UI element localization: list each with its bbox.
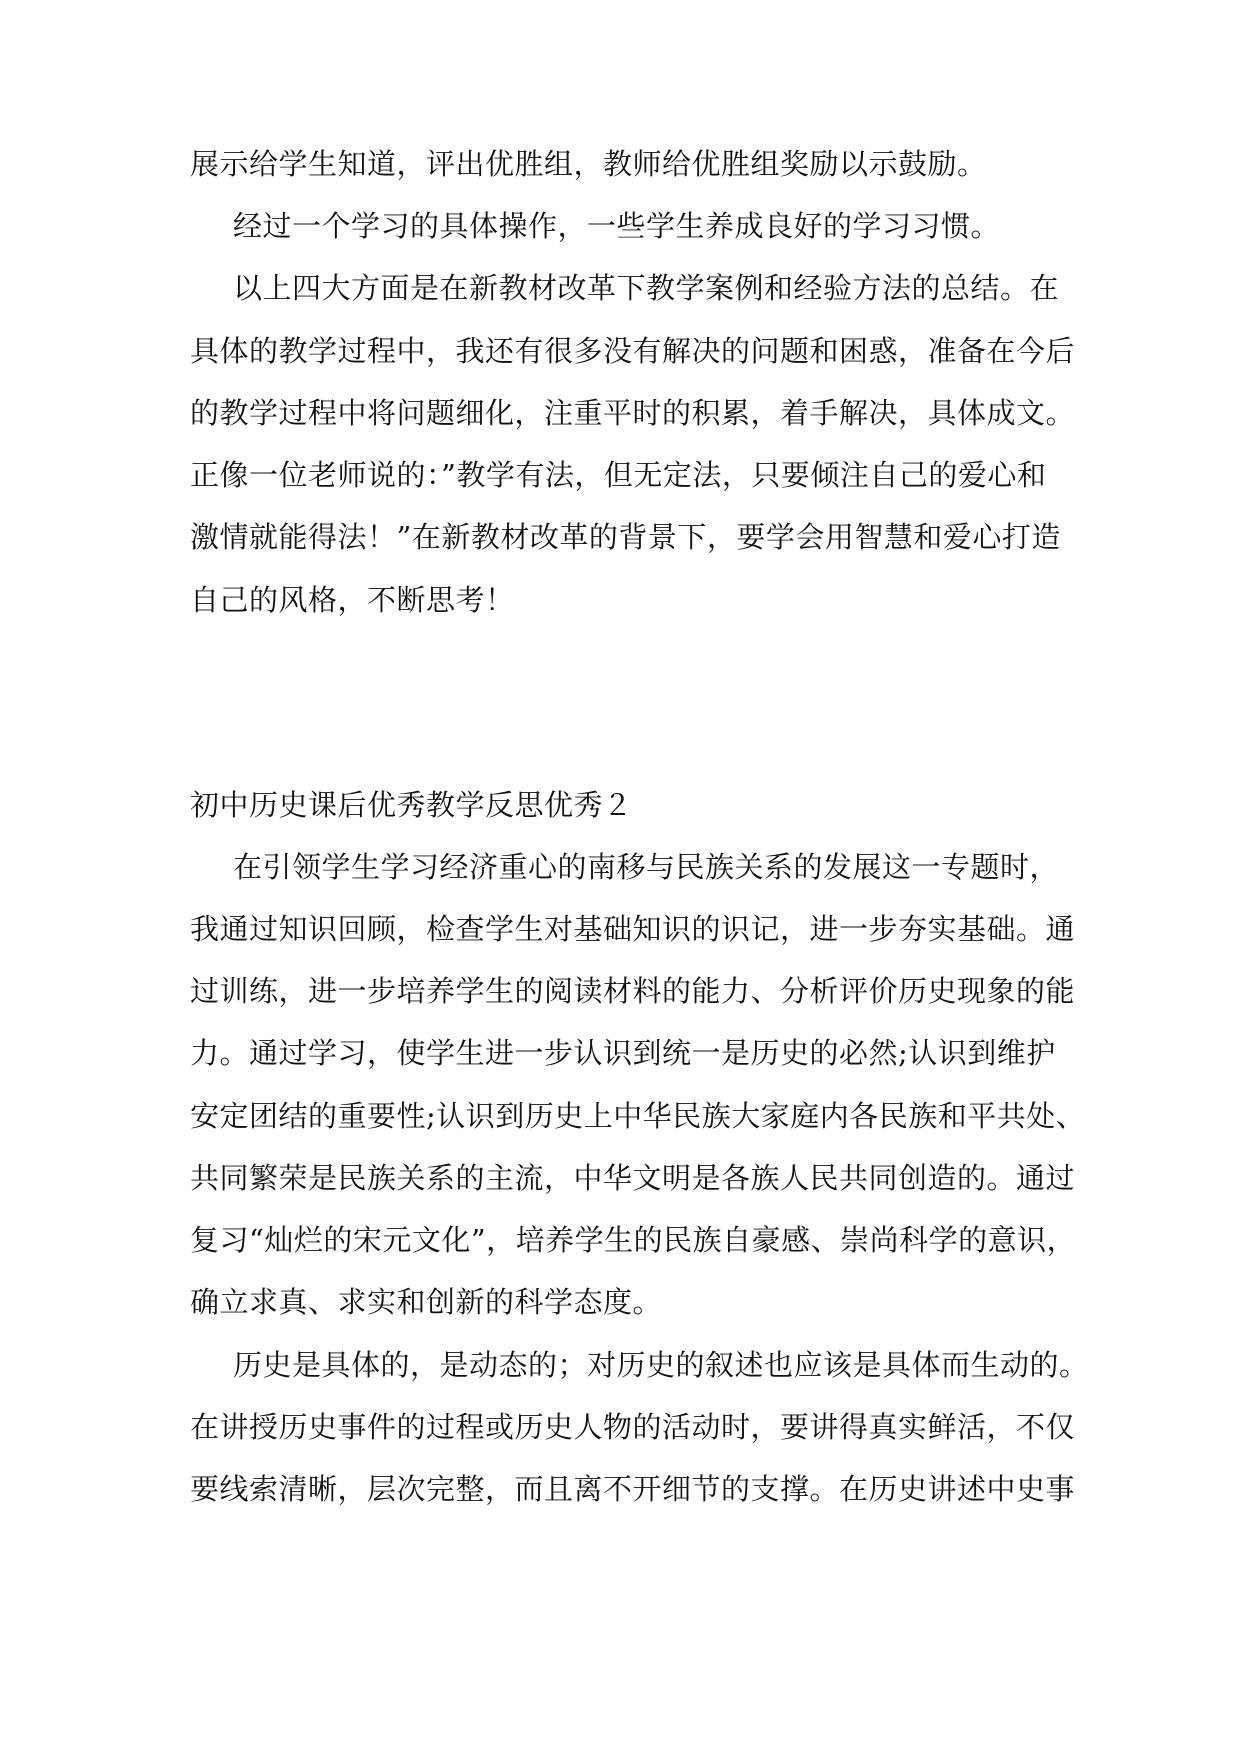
paragraph-line: 自己的风格，不断思考！ bbox=[190, 583, 515, 617]
section-title: 初中历史课后优秀教学反思优秀２ bbox=[190, 788, 633, 822]
paragraph-line: 复习“灿烂的宋元文化”，培养学生的民族自豪感、崇尚科学的意识， bbox=[190, 1223, 1077, 1257]
paragraph-line: 具体的教学过程中，我还有很多没有解决的问题和困惑，准备在今后 bbox=[190, 334, 1076, 368]
paragraph-line: 在讲授历史事件的过程或历史人物的活动时，要讲得真实鲜活，不仅 bbox=[190, 1410, 1076, 1444]
paragraph-line: 以上四大方面是在新教材改革下教学案例和经验方法的总结。在 bbox=[233, 271, 1060, 305]
paragraph-line: 激情就能得法！”在新教材改革的背景下，要学会用智慧和爱心打造 bbox=[190, 520, 1061, 554]
paragraph-line: 经过一个学习的具体操作，一些学生养成良好的学习习惯。 bbox=[233, 209, 1001, 243]
paragraph-line: 要线索清晰，层次完整，而且离不开细节的支撑。在历史讲述中史事 bbox=[190, 1472, 1076, 1506]
paragraph-line: 我通过知识回顾，检查学生对基础知识的识记，进一步夯实基础。通 bbox=[190, 912, 1076, 946]
paragraph-line: 过训练，进一步培养学生的阅读材料的能力、分析评价历史现象的能 bbox=[190, 974, 1076, 1008]
paragraph-line: 的教学过程中将问题细化，注重平时的积累，着手解决，具体成文。 bbox=[190, 396, 1076, 430]
paragraph-line: 共同繁荣是民族关系的主流，中华文明是各族人民共同创造的。通过 bbox=[190, 1161, 1076, 1195]
paragraph-line: 确立求真、求实和创新的科学态度。 bbox=[190, 1285, 663, 1319]
paragraph-line: 力。通过学习，使学生进一步认识到统一是历史的必然;认识到维护 bbox=[190, 1036, 1056, 1070]
paragraph-line: 历史是具体的，是动态的；对历史的叙述也应该是具体而生动的。 bbox=[233, 1348, 1089, 1382]
paragraph-line: 展示给学生知道，评出优胜组，教师给优胜组奖励以示鼓励。 bbox=[190, 147, 987, 181]
paragraph-line: 正像一位老师说的：”教学有法，但无定法，只要倾注自己的爱心和 bbox=[190, 458, 1047, 492]
paragraph-line: 在引领学生学习经济重心的南移与民族关系的发展这一专题时， bbox=[233, 850, 1060, 884]
paragraph-line: 安定团结的重要性;认识到历史上中华民族大家庭内各民族和平共处、 bbox=[190, 1099, 1086, 1133]
